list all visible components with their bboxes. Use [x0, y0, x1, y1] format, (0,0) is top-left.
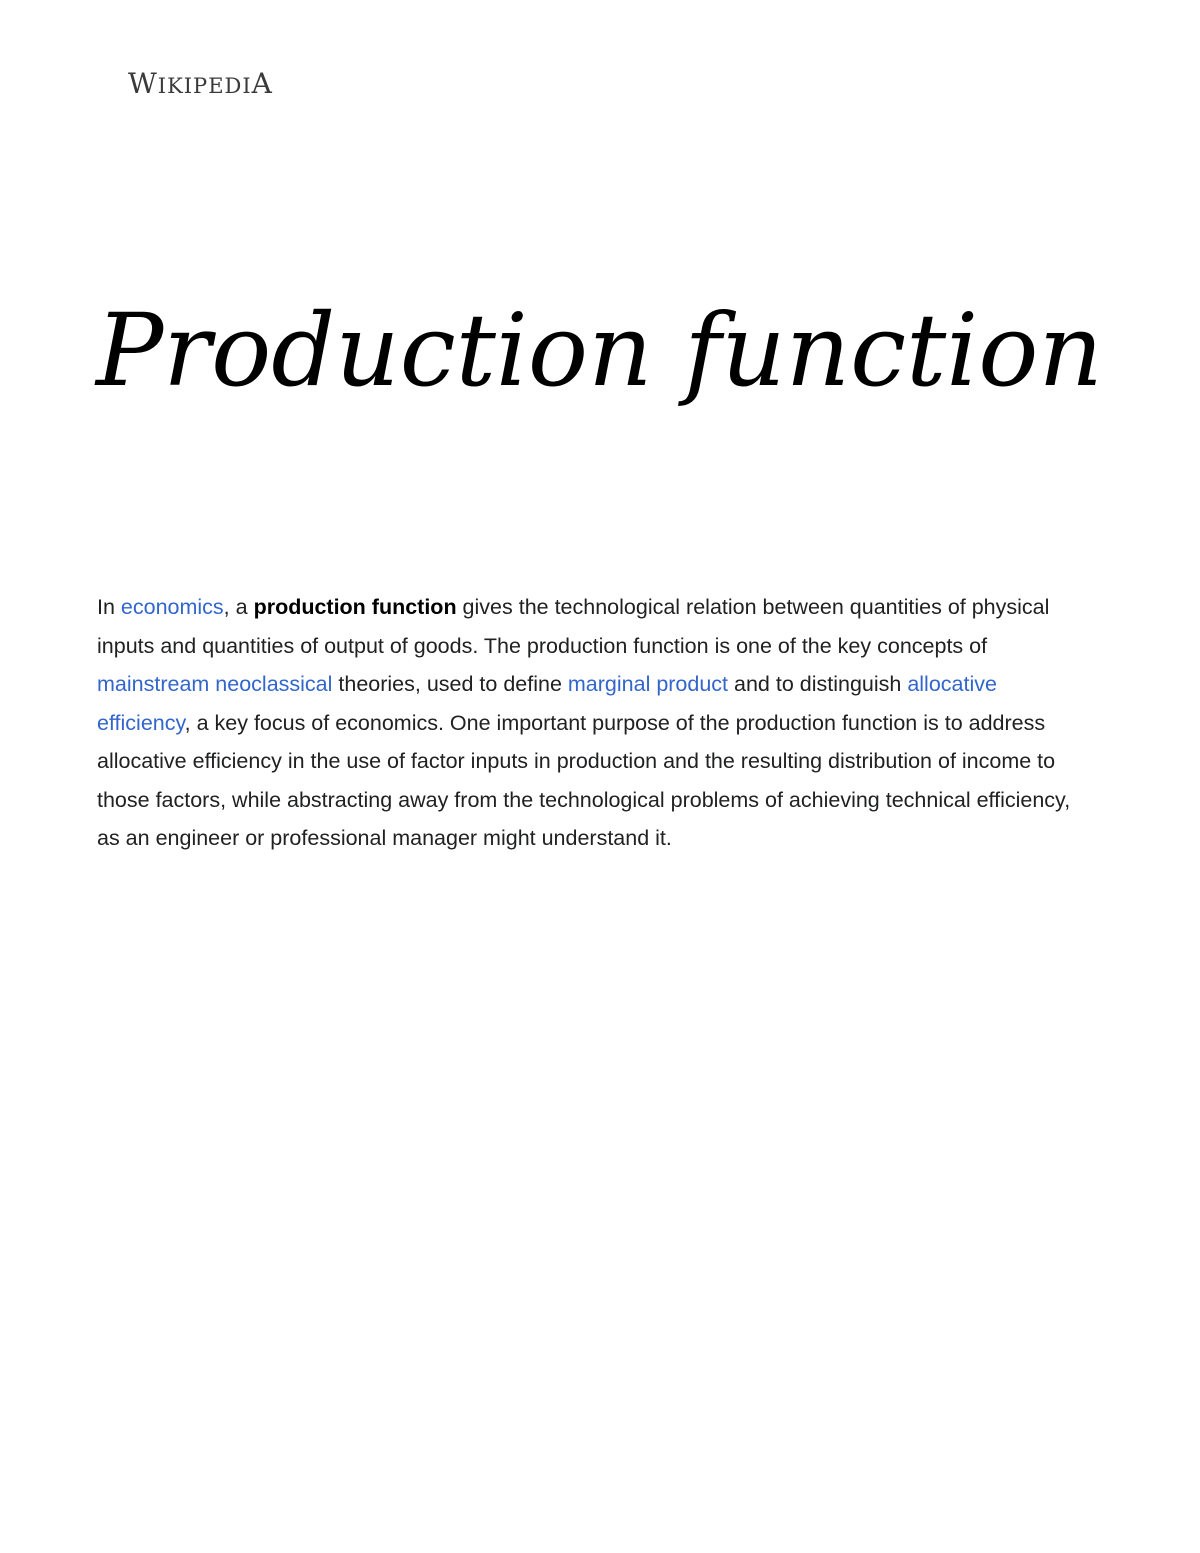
link-economics[interactable]: economics [120, 595, 224, 619]
lead-text: , a key focus of economics. One important purpose of the production function is to address allocative efficiency in the use of factor inputs in production and the resulting distribution of income to those factors, while abstracting away from the technological problems of achieving technical efficiency, as an engineer or professional manager might understand it. [97, 710, 1071, 850]
wordmark-last-letter: A [251, 67, 273, 100]
lead-text: , a [223, 595, 254, 619]
wikipedia-wordmark[interactable] [128, 67, 273, 100]
link-marginal-product[interactable]: marginal product [567, 672, 729, 696]
lead-text: theories, used to define [332, 672, 568, 696]
link-neoclassical[interactable]: neoclassical [215, 672, 333, 696]
bold-term: production function [253, 595, 457, 619]
link-allocative-efficiency[interactable]: allocative efficiency [97, 672, 997, 735]
wordmark-first-letter: W [128, 67, 158, 100]
wordmark-middle-letters: IKIPEDI [157, 74, 252, 98]
link-mainstream[interactable]: mainstream [97, 672, 210, 696]
lead-paragraph [97, 588, 1087, 858]
lead-text: and to distinguish [728, 672, 908, 696]
lead-text: gives the technological relation between quantities of physical inputs and quantities of output of goods. The production function is one of the key concepts of [97, 595, 1050, 658]
lead-text: In [97, 595, 121, 619]
page-title: Production function [96, 292, 1103, 409]
